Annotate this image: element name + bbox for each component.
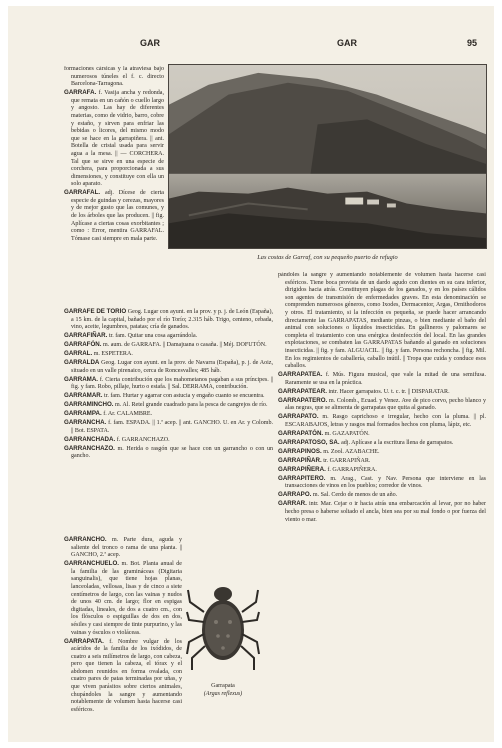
- entry-definition: f. Vasija ancha y redonda, que remata en un cañón o cuello largo y angosto. Las hay de diferentes materias, como de vidrio, barro, cobre y estaño, y sirven para enfriar las bebidas o licores, del mismo modo que se hace en la garrapiñera. || ant. Botella de cristal usada para servir agua a la mesa. || — CORCHERA. Tal que se sirve en una especie de corchera, para proporcionada a sus dimensiones, y constituye con ella un solo aparato.: [71, 90, 164, 188]
- entry-headword: GARRAPIÑERA.: [278, 465, 326, 473]
- dictionary-entry: [64, 560, 182, 637]
- dictionary-entry: [64, 332, 273, 341]
- entry-definition: f. fam. ESPADA. || 1.ª acep. || ant. GANCHO. U. en Ar. y Colomb. || Bot. ESPATA.: [71, 420, 273, 434]
- tick-caption-name: Garrapata: [211, 683, 235, 689]
- left-column-bottom: [64, 536, 182, 734]
- entry-definition: formaciones cársicas y la atraviesa bajo numerosos túneles el f. c. directo Barcelona-Tarragona.: [64, 66, 164, 88]
- entry-definition: f. GARRAPIÑERA.: [327, 466, 377, 473]
- tick-illustration: [186, 562, 260, 684]
- entry-headword: GARRAFE DE TORÍO: [64, 308, 127, 315]
- tick-icon: [186, 562, 260, 684]
- dictionary-entry: [64, 89, 164, 189]
- dictionary-entry: [64, 341, 273, 350]
- dictionary-entry: [278, 388, 486, 397]
- entry-definition: intr. Mar. Cejar o ir hacia atrás una embarcación al levar, por no haber hecho presa o haberse soltado el ancla, bien sea por su mal fondo o por fuerza del viento o mar.: [285, 501, 486, 523]
- dictionary-entry: [278, 491, 486, 500]
- dictionary-entry: [64, 189, 164, 243]
- dictionary-entry: [64, 401, 273, 410]
- entry-headword: GARRAPINOS.: [278, 447, 322, 455]
- entry-definition: intr. Hacer garrapatos. U. t. c. tr. || DISPARATAR.: [328, 388, 450, 395]
- entry-headword: GARRAR.: [278, 500, 307, 508]
- dictionary-entry: [64, 350, 273, 359]
- dictionary-entry: [64, 638, 182, 715]
- entry-definition: m. Arag., Cast. y Nav. Persona que interviene en las transacciones de vinos en los pueblos; corredor de vinos.: [285, 475, 486, 490]
- entry-headword: GARRAL.: [64, 350, 93, 358]
- entry-definition: tr. GARRAPIÑAR.: [323, 457, 371, 464]
- tick-caption: [180, 683, 266, 698]
- entry-definition: tr. fam. Hurtar y agarrar con astucia y engaño cuanto se encuentra.: [104, 393, 265, 400]
- entry-headword: GARRAPATO.: [278, 413, 319, 421]
- entry-headword: GARRAMPA.: [64, 410, 102, 418]
- dictionary-entry: [64, 410, 273, 419]
- entry-definition: Geog. Lugar con ayunt. en la prov. y p. j. de León (España), a 15 km. de la capital, bañado por el río Torío; 2.315 háb. Trigo, centeno, cebada, vino, aceite, legumbres, patatas; cría de ganados.: [71, 309, 273, 331]
- left-column-top: [64, 66, 164, 312]
- entry-headword: GARRAPATEAR.: [278, 387, 327, 395]
- entry-definition: f. Ar. CALAMBRE.: [103, 411, 153, 418]
- entry-definition: Geog. Lugar con ayunt. en la prov. de Navarra (España), p. j. de Aoiz, situado en un valle pirenaico, cerca de Roncesvalles; 485 háb.: [71, 360, 273, 374]
- entry-definition: m. Al. Retel grande cuadrado para la pesca de cangrejos de río.: [115, 402, 268, 409]
- tick-caption-species: (Argas reflexus): [203, 690, 243, 697]
- left-column-middle: [64, 308, 273, 538]
- entry-definition: m. Sal. Cerdo de menos de un año.: [312, 492, 398, 499]
- entry-headword: GARRANCHAZO.: [64, 444, 115, 452]
- entry-definition: pándoles la sangre y aumentando notablemente de volumen hasta hacerse casi esféricos. Tiene boca provista de un dardo agudo con dientes en su cara inferior, dirigidos hacia atrás. Constituyen plagas de los ganados, y en los países cálidos son agentes de transmisión de enfermedades graves. En esta denominación se comprenden numerosos géneros, como Ixodes, Dermacentor, Argas, Ornithodoros y otros. El tratamiento, si la infección es pequeña, se puede hacer arrancando directamente las GARRAPATAS, mediante pinzas, o bien mediante el baño del animal con soluciones o líquidos insecticidas. En gallineros y palomares se completa el tratamiento con una enérgica desinfección del local. En las grandes explotaciones, se combaten las GARRAPATAS bañando al ganado en soluciones insecticidas. || fig. y fam. ALGUACIL. || fig. y fam. Persona rechoncha. || fig. Mil. En los regimientos de caballería, caballo inútil. || Tropa que cuida y conduce esos caballos.: [278, 272, 486, 370]
- entry-headword: GARRAFÓN.: [64, 341, 102, 349]
- entry-definition: f. GARRANCHAZO.: [116, 436, 170, 443]
- dictionary-entry: [278, 457, 486, 466]
- entry-headword: GARRANCHADA.: [64, 435, 116, 443]
- dictionary-entry: [64, 419, 273, 435]
- entry-headword: GARRAMAR.: [64, 392, 103, 400]
- dictionary-entry: [64, 376, 273, 392]
- entry-definition: tr. fam. Quitar una cosa agarrándola.: [108, 333, 198, 340]
- dictionary-entry: [278, 448, 486, 457]
- entry-definition: adj. Aplícase a la escritura llena de garrapatos.: [341, 439, 454, 446]
- entry-definition: f. Nombre vulgar de los acáridos de la familia de los ixódidos, de cuatro a seis milímetros de largo, con cabeza, pero que tienen la cabeza, el tórax y el abdomen reunidos en forma ovalada, con cuatro pares de patas terminadas por uñas, y que viven parásitos sobre ciertos animales, chupándoles la sangre y aumentando notablemente de volumen hasta hacerse casi esféricos.: [71, 638, 182, 713]
- entry-headword: GARRANCHUELO.: [64, 560, 119, 568]
- entry-definition: m. GAZAPATÓN.: [324, 430, 370, 437]
- guide-word-right: GAR: [337, 38, 357, 48]
- entry-headword: GARRANCHO.: [64, 536, 107, 543]
- right-column: [278, 272, 486, 734]
- entry-headword: GARRAPATOSO, SA.: [278, 438, 340, 446]
- dictionary-entry: [278, 439, 486, 448]
- page-number: 95: [467, 38, 478, 48]
- entry-headword: GARRAPATÓN.: [278, 429, 324, 437]
- entry-definition: m. Parte dura, aguda y saliente del tronco o rama de una planta. || GANCHO, 2.ª acep.: [71, 537, 182, 559]
- entry-definition: m. Herida o rasgón que se hace con un garrancho o con un gancho.: [71, 445, 273, 460]
- page-header: [8, 34, 494, 50]
- entry-headword: GARRAPO.: [278, 491, 312, 499]
- entry-definition: f. Cierta contribución que los mahometanos pagaban a sus príncipes. || fig. y fam. Robo, pillaje, hurto o estafa. || Sal. DERRAMA, contribución.: [71, 376, 273, 391]
- entry-headword: GARRALDA: [64, 359, 100, 367]
- entry-headword: GARRAFA.: [64, 89, 97, 97]
- entry-definition: f. Mús. Figura musical, que vale la mitad de una semifusa. Raramente se usa en la práctica.: [285, 372, 486, 386]
- dictionary-entry: [278, 475, 486, 491]
- dictionary-entry: [64, 436, 273, 445]
- entry-definition: m. Zool. AZABACHE.: [323, 448, 380, 455]
- dictionary-entry: [278, 413, 486, 429]
- dictionary-page: [8, 6, 494, 742]
- dictionary-entry: [278, 371, 486, 387]
- dictionary-entry: [278, 500, 486, 524]
- entry-definition: m. ESPETERA.: [93, 351, 133, 358]
- entry-headword: GARRAPITERO.: [278, 474, 326, 482]
- entry-definition: m. Bot. Planta anual de la familia de las gramináceas (Digitaria sanguinalis), que tiene hojas planas, lanceoladas, vellosas, lisas y de cinco a siete centímetros de largo, con las vainas y nudos de unos 40 cm. de largo; flor en espigas digitadas, lineales, de dos a cuatro cm., con los flósculos o espiguillas de dos en dos, sésiles y casi siempre de tinte purpurino, y las vainas y ósculos o violáceas.: [71, 561, 182, 636]
- dictionary-entry: [64, 392, 273, 401]
- dictionary-entry: [278, 466, 486, 475]
- entry-definition: m. Rasgo caprichoso e irregular, hecho con la pluma. || pl. ESCARABAJOS, letras y rasgos mal formados hechos con pluma, lápiz, etc.: [285, 414, 486, 428]
- guide-word-left: GAR: [140, 38, 160, 48]
- dictionary-entry: [278, 272, 486, 371]
- dictionary-entry: [64, 359, 273, 375]
- entry-headword: GARRAFIÑAR.: [64, 332, 108, 340]
- entry-definition: m. aum. de GARRAFA. || Damajuana o casaña. || Méj. DOFUTÓN.: [102, 342, 267, 349]
- entry-headword: GARRAFAL.: [64, 189, 101, 197]
- entry-definition: adj. Dícese de cierta especie de guindas y cerezas, mayores y de mejor gusto que las comunes, y de los árboles que las producen. || fig. Aplícase a ciertas cosas exorbitantes ; como : Error, mentira GARRAFAL. Tómase casi siempre en mala parte.: [71, 190, 164, 242]
- entry-headword: GARRAMINCHO.: [64, 401, 114, 409]
- dictionary-entry: [278, 397, 486, 413]
- entry-definition: m. Colomb., Ecuad. y Venez. Ave de pico corvo, pecho blanco y alas negras, que se alimenta de garrapatas que quita al ganado.: [285, 397, 486, 412]
- dictionary-entry: [64, 536, 182, 560]
- entry-headword: GARRAMA.: [64, 375, 99, 383]
- dictionary-entry: [64, 308, 273, 332]
- entry-headword: GARRAPIÑAR.: [278, 456, 322, 464]
- entry-headword: GARRAPATERO.: [278, 396, 328, 404]
- coast-photo-image: [169, 65, 486, 248]
- dictionary-entry: [64, 445, 273, 461]
- coast-photograph: [168, 64, 487, 249]
- dictionary-entry: [278, 430, 486, 439]
- entry-headword: GARRAPATA.: [64, 637, 104, 645]
- photo-caption: Las costas de Garraf, con su pequeño puerto de refugio: [257, 254, 398, 261]
- entry-headword: GARRANCHA.: [64, 419, 107, 427]
- entry-headword: GARRAPATEA.: [278, 371, 323, 379]
- dictionary-entry: [64, 66, 164, 89]
